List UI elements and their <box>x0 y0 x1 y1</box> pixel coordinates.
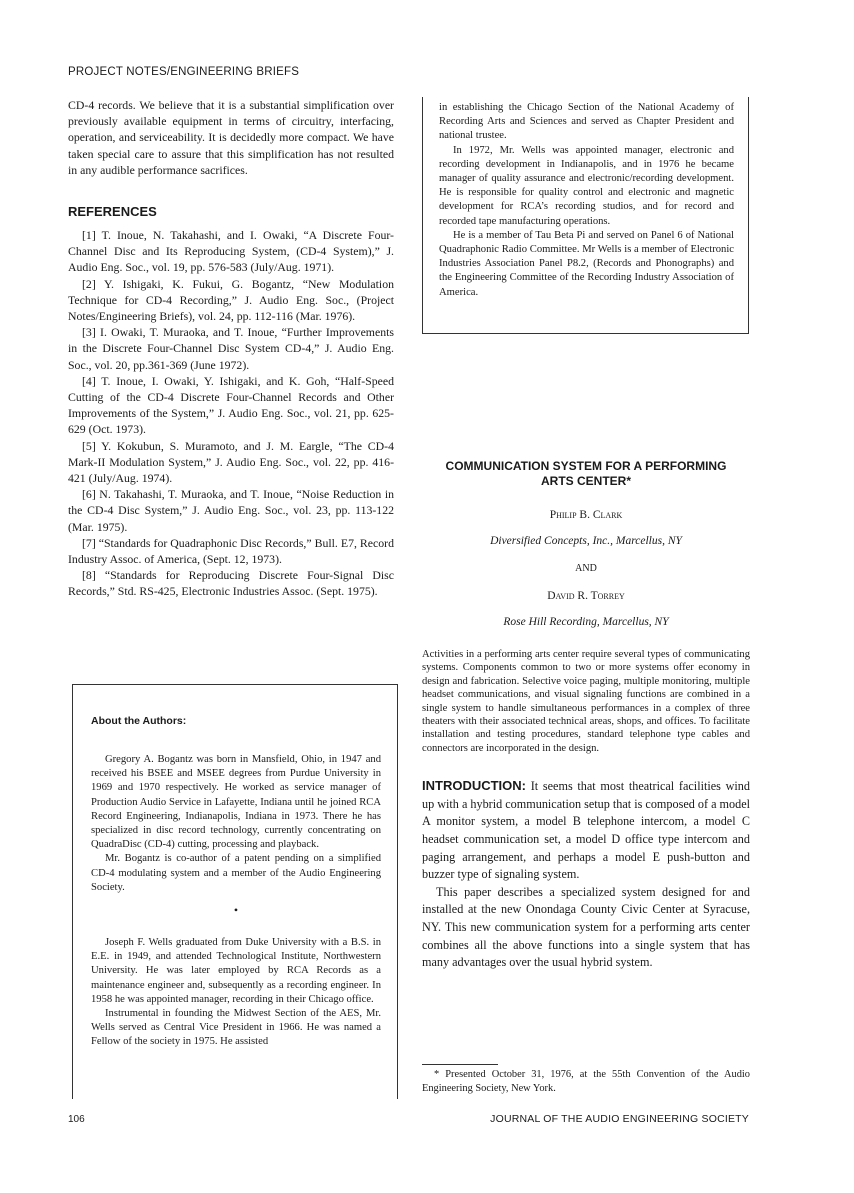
wells-bio-3: in establishing the Chicago Section of the National Academy of Recording Arts and Sciences and served as Chapter President and national trustee. <box>439 102 734 142</box>
references-heading: REFERENCES <box>68 204 157 220</box>
body-paragraph: This paper describes a specialized system designed for and installed at the new Onondaga County Civic Center at Syracuse, NY. This new communication system for a performing arts center combines all the above functions into a single system that has many advantages over the usual hybrid system. <box>422 884 750 970</box>
introduction-paragraph <box>422 777 750 884</box>
bogantz-bio: Gregory A. Bogantz was born in Mansfield, Ohio, in 1947 and received his BSEE and MSEE degrees from Purdue University in 1969 and 1970 respectively. He worked as service manager of Production Audio Service in Lafayette, Indiana until he joined RCA Record Engineering, Indianapolis, Indiana in 1973. There he has specialized in disc record technology, currently concentrating on QuadraDisc (CD-4) cutting, processing and playback. <box>91 754 381 851</box>
article-column <box>422 459 750 972</box>
wells-bio-5: He is a member of Tau Beta Pi and served on Panel 6 of National Quadraphonic Radio Committee. Mr Wells is a member of Electronic Industries Association Panel P8.2, (Records and Phonographs) and the Engineering Committee of the Recording Industry Association of America. <box>439 229 734 298</box>
bogantz-bio-2: Mr. Bogantz is co-author of a patent pending on a simplified CD-4 modulating system and a member of the Audio Engineering Society. <box>91 853 381 893</box>
wells-bio-2: Instrumental in founding the Midwest Section of the AES, Mr. Wells served as Central Vice President in 1966. He was named a Fellow of the society in 1975. He assisted <box>91 1008 381 1048</box>
abstract: Activities in a performing arts center require several types of communicating systems. Components common to two or more systems offer economy in design and fabrication. Selective voice paging, multiple monitoring, multiple headset communications, and visual signaling functions are combined in a single system to handle simultaneous performances in a complex of three theaters with their associated technical areas, shops, and offices. To facilitate installation and testing procedures, standard telephone type cables and connectors are incorporated in the design. <box>422 649 750 754</box>
left-intro-paragraph: CD-4 records. We believe that it is a substantial simplification over previously available equipment in terms of circuitry, interfacing, operation, and serviceability. It is decidedly more compact. We have taken special care to assure that this simplification has not resulted in any audible performance sacrifices. <box>68 98 394 177</box>
journal-footer: JOURNAL OF THE AUDIO ENGINEERING SOCIETY <box>490 1113 749 1125</box>
references-list <box>68 227 394 600</box>
and-separator: AND <box>575 563 597 574</box>
author-1: Philip B. Clark <box>549 509 623 521</box>
introduction-text: It seems that most theatrical facilities wind up with a hybrid communication setup that is composed of a model A monitor system, a model B telephone intercom, a model C headset communication set, a model D office type intercom and paging arrangement, and perhaps a model E push-button and buzzer type of signaling system. <box>422 779 750 882</box>
about-authors-heading: About the Authors: <box>91 715 187 727</box>
footnote: * Presented October 31, 1976, at the 55th Convention of the Audio Engineering Society, New York. <box>422 1069 750 1094</box>
author-2: David R. Torrey <box>547 590 625 602</box>
affiliation-2: Rose Hill Recording, Marcellus, NY <box>503 616 669 628</box>
reference-item: [4] T. Inoue, I. Owaki, Y. Ishigaki, and K. Goh, “Half-Speed Cutting of the CD-4 Discrete Four-Channel Records and Other Improvements of the System,” J. Audio Eng. Soc., vol. 21, pp. 625-629 (Oct. 1973). <box>68 373 394 437</box>
reference-item: [2] Y. Ishigaki, K. Fukui, G. Bogantz, “New Modulation Technique for CD-4 Recording,” J. Audio Eng. Soc., (Project Notes/Engineering Briefs), vol. 24, pp. 112-116 (Mar. 1976). <box>68 276 394 324</box>
reference-item: [8] “Standards for Reproducing Discrete Four-Signal Disc Records,” Std. RS-425, Electronic Industries Assoc. (Sept. 1975). <box>68 568 394 599</box>
footnote-rule <box>422 1064 498 1065</box>
separator-bullet: • <box>233 903 239 918</box>
reference-item: [3] I. Owaki, T. Muraoka, and T. Inoue, “Further Improvements in the Discrete Four-Channel Disc System CD-4,” J. Audio Eng. Soc., vol. 20, pp.361-369 (June 1972). <box>68 325 394 372</box>
article-title: COMMUNICATION SYSTEM FOR A PERFORMING ARTS CENTER* <box>445 459 727 488</box>
affiliation-1: Diversified Concepts, Inc., Marcellus, NY <box>490 535 682 547</box>
introduction-heading: INTRODUCTION: <box>422 778 526 794</box>
reference-item: [7] “Standards for Quadraphonic Disc Records,” Bull. E7, Record Industry Assoc. of America, (Sept. 12, 1973). <box>68 535 394 567</box>
authors-continuation-box <box>422 97 749 334</box>
left-column <box>68 97 394 600</box>
reference-item: [1] T. Inoue, N. Takahashi, and I. Owaki, “A Discrete Four-Channel Disc and Its Reproducing System, (CD-4 System),” J. Audio Eng. Soc., vol. 19, pp. 576-583 (July/Aug. 1971). <box>68 228 394 275</box>
reference-item: [5] Y. Kokubun, S. Muramoto, and J. M. Eargle, “The CD-4 Mark-II Modulation System,” J. Audio Eng. Soc., vol. 22, pp. 416-421 (July/Aug. 1974). <box>68 438 394 486</box>
wells-bio-4: In 1972, Mr. Wells was appointed manager, electronic and recording development in Indianapolis, and in 1976 he became manager of quality assurance and electronic/recording development. He is responsible for quality control and electronic and magnetic development for RCA’s recording studios, and for record and recorded tape manufacturing operations. <box>439 144 734 227</box>
wells-bio: Joseph F. Wells graduated from Duke University with a B.S. in E.E. in 1949, and attended Technological Institute, Northwestern University. He was later employed by RCA Records as a maintenance engineer and, subsequently as a recording engineer. In 1958 he was appointed manager, recording in their Chicago office. <box>91 937 381 1005</box>
running-header: PROJECT NOTES/ENGINEERING BRIEFS <box>68 66 300 78</box>
page-number: 106 <box>68 1114 85 1125</box>
reference-item: [6] N. Takahashi, T. Muraoka, and T. Inoue, “Noise Reduction in the CD-4 Disc System,” J. Audio Eng. Soc., vol. 23, pp. 113-122 (Mar. 1975). <box>68 487 394 534</box>
about-authors-box <box>72 684 398 1099</box>
